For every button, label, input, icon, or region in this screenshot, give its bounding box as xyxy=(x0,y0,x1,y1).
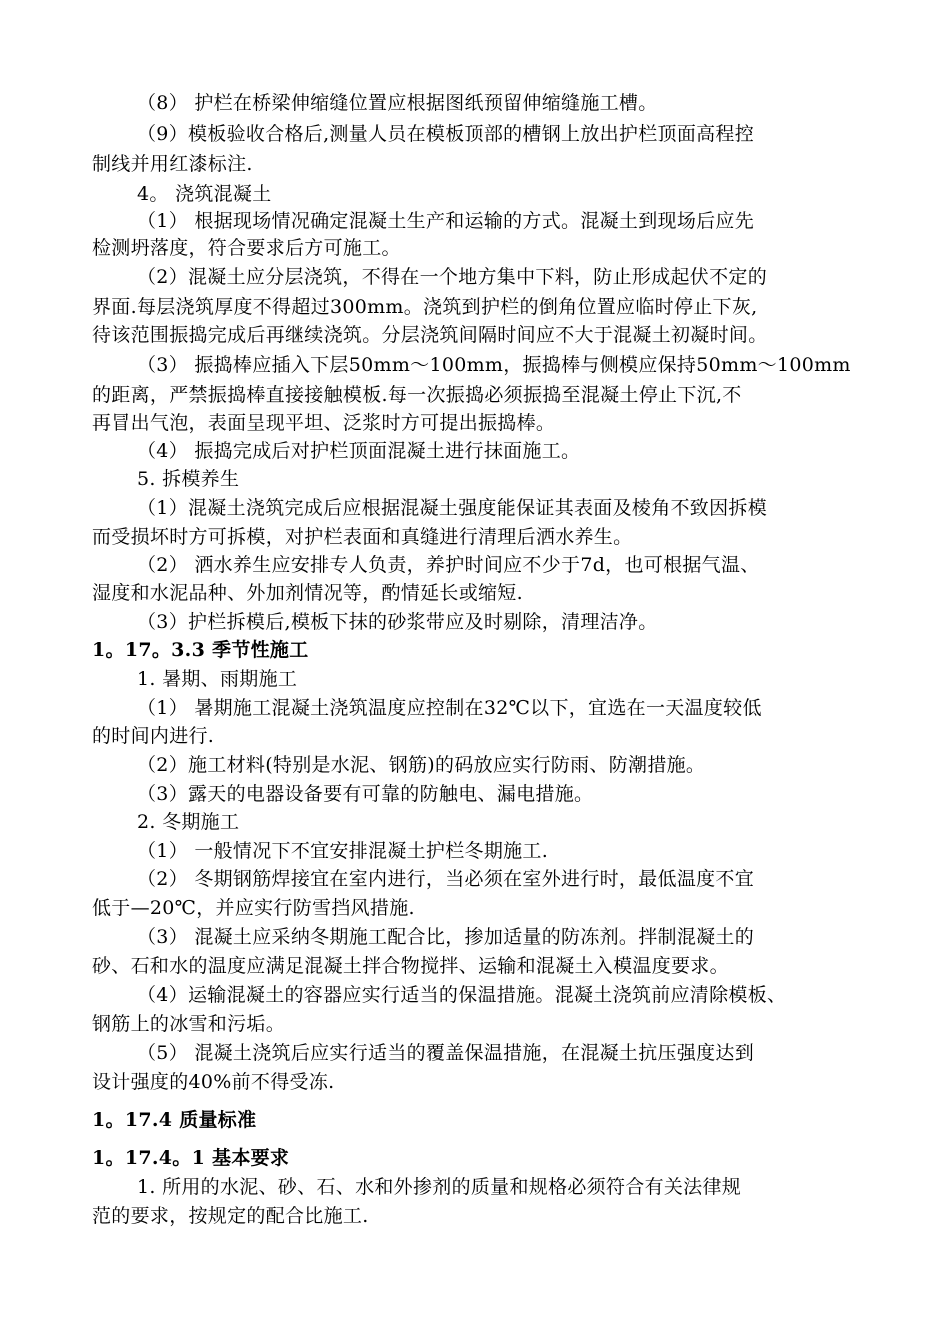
text-line: （5） 混凝土浇筑后应实行适当的覆盖保温措施，在混凝土抗压强度达到 xyxy=(137,1042,755,1064)
text-line: （1）混凝土浇筑完成后应根据混凝土强度能保证其表面及棱角不致因拆模 xyxy=(137,497,767,519)
text-line: 湿度和水泥品种、外加剂情况等，酌情延长或缩短. xyxy=(92,582,523,604)
text-line: （3） 混凝土应采纳冬期施工配合比，掺加适量的防冻剂。拌制混凝土的 xyxy=(137,926,755,948)
section-heading: 5. 拆模养生 xyxy=(137,468,240,490)
text-line: （2）混凝土应分层浇筑，不得在一个地方集中下料，防止形成起伏不定的 xyxy=(137,266,767,288)
text-line: 的距离，严禁振捣棒直接接触模板.每一次振捣必须振捣至混凝土停止下沉,不 xyxy=(92,384,742,406)
text-line: 设计强度的40%前不得受冻. xyxy=(92,1071,335,1093)
text-line: （9）模板验收合格后,测量人员在模板顶部的槽钢上放出护栏顶面高程控 xyxy=(137,123,755,145)
text-line: 待该范围振捣完成后再继续浇筑。分层浇筑间隔时间应不大于混凝土初凝时间。 xyxy=(92,324,768,346)
section-heading: 2. 冬期施工 xyxy=(137,811,240,833)
section-heading: 1。17.4。1 基本要求 xyxy=(92,1147,290,1169)
text-line: （4） 振捣完成后对护栏顶面混凝土进行抹面施工。 xyxy=(137,440,581,462)
text-line: 界面.每层浇筑厚度不得超过300mm。浇筑到护栏的倒角位置应临时停止下灰, xyxy=(92,296,758,318)
text-line: （3）护栏拆模后,模板下抹的砂浆带应及时剔除，清理洁净。 xyxy=(137,611,658,633)
text-line: （2） 洒水养生应安排专人负责，养护时间应不少于7d，也可根据气温、 xyxy=(137,554,760,576)
section-heading: 1。17。3.3 季节性施工 xyxy=(92,639,309,661)
section-heading: 1。17.4 质量标准 xyxy=(92,1109,257,1131)
text-line: （3）露天的电器设备要有可靠的防触电、漏电措施。 xyxy=(137,783,594,805)
section-heading: 4。 浇筑混凝土 xyxy=(137,183,272,205)
text-line: 检测坍落度，符合要求后方可施工。 xyxy=(92,237,401,259)
text-line: （1） 一般情况下不宜安排混凝土护栏冬期施工. xyxy=(137,840,549,862)
text-line: 低于—20℃，并应实行防雪挡风措施. xyxy=(92,897,415,919)
text-line: （3） 振捣棒应插入下层50mm～100mm，振捣棒与侧模应保持50mm～100mm xyxy=(137,354,851,376)
text-line: （8） 护栏在桥梁伸缩缝位置应根据图纸预留伸缩缝施工槽。 xyxy=(137,92,658,114)
text-line: （1） 根据现场情况确定混凝土生产和运输的方式。混凝土到现场后应先 xyxy=(137,210,755,232)
text-line: （2） 冬期钢筋焊接宜在室内进行，当必须在室外进行时，最低温度不宜 xyxy=(137,868,755,890)
text-line: 而受损坏时方可拆模，对护栏表面和真缝进行清理后洒水养生。 xyxy=(92,526,633,548)
text-line: 范的要求，按规定的配合比施工. xyxy=(92,1205,369,1227)
text-line: 钢筋上的冰雪和污垢。 xyxy=(92,1013,286,1035)
text-line: 制线并用红漆标注. xyxy=(92,153,253,175)
text-line: 的时间内进行. xyxy=(92,725,215,747)
text-line: （4）运输混凝土的容器应实行适当的保温措施。混凝土浇筑前应清除模板、 xyxy=(137,984,787,1006)
section-heading: 1. 暑期、雨期施工 xyxy=(137,668,298,690)
text-line: 砂、石和水的温度应满足混凝土拌合物搅拌、运输和混凝土入模温度要求。 xyxy=(92,955,729,977)
text-line: （2）施工材料(特别是水泥、钢筋)的码放应实行防雨、防潮措施。 xyxy=(137,754,706,776)
text-line: （1） 暑期施工混凝土浇筑温度应控制在32℃以下，宜选在一天温度较低 xyxy=(137,697,762,719)
text-line: 再冒出气泡，表面呈现平坦、泛浆时方可提出振捣棒。 xyxy=(92,412,556,434)
text-line: 1. 所用的水泥、砂、石、水和外掺剂的质量和规格必须符合有关法律规 xyxy=(137,1176,742,1198)
